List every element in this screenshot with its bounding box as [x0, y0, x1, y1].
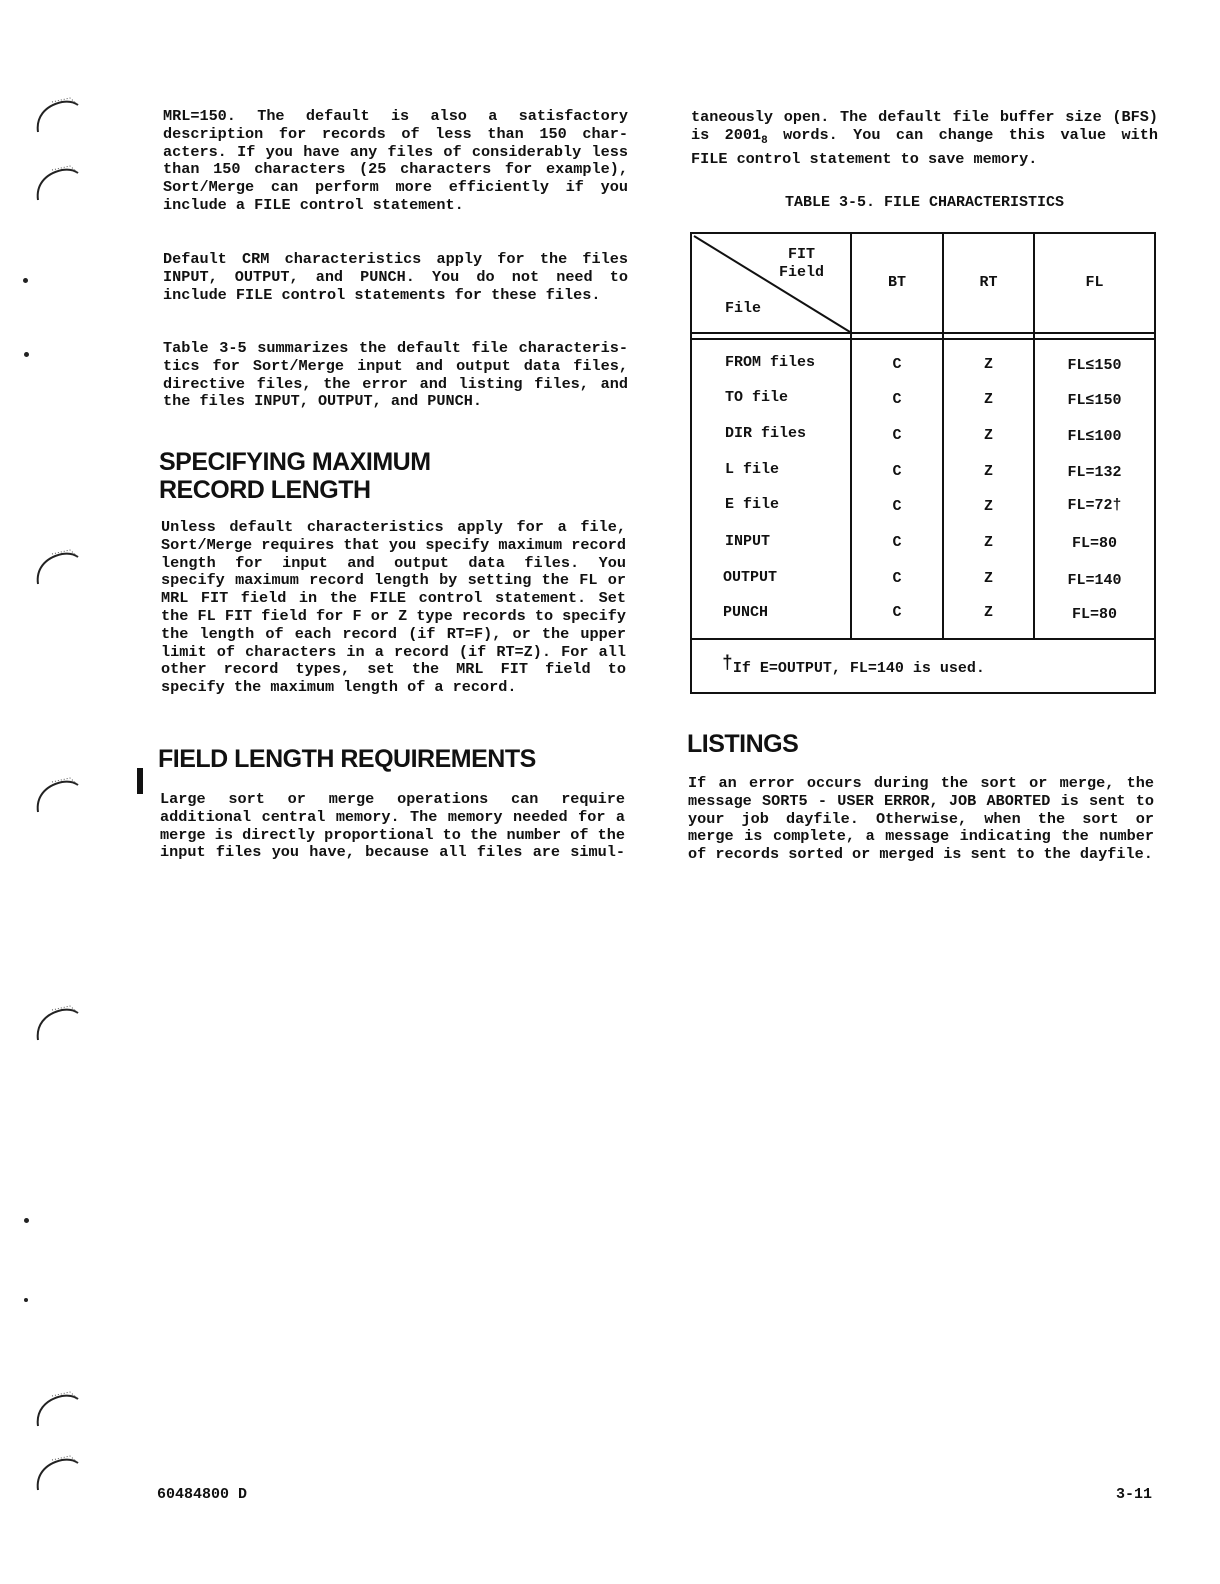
text-line: INPUT, OUTPUT, and PUNCH. You do not need to	[163, 267, 628, 286]
text-fragment: words. You can change this value with	[767, 125, 1158, 144]
text-line: include FILE control statements for these files.	[163, 285, 601, 304]
footnote-text: If E=OUTPUT, FL=140 is used.	[732, 660, 985, 677]
scan-speck	[24, 1218, 29, 1223]
rt-cell: Z	[983, 570, 993, 587]
column-header-rt: RT	[979, 274, 998, 291]
text-line: Sort/Merge requires that you specify maximum record	[161, 535, 626, 554]
section-heading-field-length	[158, 745, 536, 773]
text-line: include a FILE control statement.	[163, 195, 464, 214]
rt-cell: Z	[983, 356, 993, 373]
text-line: directive files, the error and listing files, and	[163, 374, 628, 393]
table-rule	[692, 338, 1154, 340]
text-line: other record types, set the MRL FIT field to	[161, 660, 626, 679]
bt-cell: C	[892, 604, 902, 621]
file-cell: PUNCH	[723, 604, 769, 621]
text-line: than 150 characters (25 characters for example),	[163, 160, 628, 179]
heading-line: LISTINGS	[687, 730, 799, 758]
text-line: merge is complete, a message indicating the number	[688, 827, 1154, 846]
text-line: MRL FIT field in the FILE control statement. Set	[161, 589, 626, 608]
field-length-paragraph	[160, 791, 625, 862]
file-cell: E file	[725, 496, 780, 513]
bt-cell: C	[892, 498, 902, 515]
fl-cell: FL≤150	[1067, 392, 1122, 409]
text-line	[691, 127, 1158, 151]
text-line: MRL=150. The default is also a satisfactory	[163, 107, 628, 125]
table-title: TABLE 3-5. FILE CHARACTERISTICS	[785, 194, 1065, 211]
dagger-mark: †	[722, 654, 733, 674]
max-record-paragraph	[161, 519, 626, 697]
fl-cell: FL≤150	[1067, 357, 1122, 374]
text-line: input files you have, because all files are simul-	[160, 843, 625, 862]
column-header-bt: BT	[887, 274, 906, 291]
binder-punch-icon	[32, 772, 80, 820]
file-cell: INPUT	[725, 533, 771, 550]
binder-punch-icon	[32, 1386, 80, 1434]
table-rule	[692, 638, 1154, 640]
bt-cell: C	[892, 570, 902, 587]
section-heading-listings	[687, 730, 798, 758]
rt-cell: Z	[983, 534, 993, 551]
text-fragment: is 2001	[691, 125, 762, 144]
file-cell: L file	[725, 461, 780, 478]
corner-label-field: Field	[779, 264, 825, 281]
file-characteristics-table	[690, 232, 1156, 694]
fl-cell: FL=132	[1067, 464, 1122, 481]
bt-cell: C	[892, 463, 902, 480]
fl-cell: FL=140	[1067, 572, 1122, 589]
text-line: FILE control statement to save memory.	[691, 149, 1038, 168]
text-line: Sort/Merge can perform more efficiently if you	[163, 178, 628, 197]
fl-cell: FL=80	[1071, 535, 1117, 552]
page-number: 3-11	[1116, 1486, 1153, 1503]
text-line: your job dayfile. Otherwise, when the sort or	[688, 809, 1154, 828]
document-number: 60484800 D	[157, 1486, 248, 1503]
text-line: If an error occurs during the sort or merge, the	[688, 774, 1154, 792]
scan-speck	[24, 1298, 28, 1302]
table-ref-paragraph	[163, 340, 628, 411]
rt-cell: Z	[983, 391, 993, 408]
text-line: the length of each record (if RT=F), or the upper	[161, 624, 626, 643]
text-line: the files INPUT, OUTPUT, and PUNCH.	[163, 392, 482, 411]
crm-paragraph	[163, 251, 628, 304]
text-line: additional central memory. The memory needed for a	[160, 807, 625, 826]
heading-line: RECORD LENGTH	[159, 476, 371, 504]
text-line: taneously open. The default file buffer size (BFS)	[691, 108, 1158, 126]
text-line: the FL FIT field for F or Z type records to specify	[161, 606, 626, 625]
section-heading-max-record-length	[159, 448, 431, 504]
octal-subscript: 8	[761, 134, 768, 147]
scan-speck	[23, 278, 28, 283]
column-header-fl: FL	[1085, 274, 1104, 291]
text-line: Unless default characteristics apply for a file,	[161, 518, 626, 536]
heading-line: FIELD LENGTH REQUIREMENTS	[158, 745, 536, 773]
text-line: Default CRM characteristics apply for the files	[163, 250, 628, 268]
text-line: specify the maximum length of a record.	[161, 678, 517, 697]
text-line: Large sort or merge operations can require	[160, 790, 625, 808]
file-cell: OUTPUT	[723, 569, 778, 586]
file-cell: TO file	[725, 389, 789, 406]
change-bar	[137, 768, 143, 794]
file-cell: DIR files	[725, 425, 807, 442]
rt-cell: Z	[983, 604, 993, 621]
text-line: acters. If you have any files of considerably less	[163, 142, 628, 161]
corner-label-file: File	[725, 300, 762, 317]
binder-punch-icon	[32, 544, 80, 592]
text-line: limit of characters in a record (if RT=Z). For all	[161, 642, 626, 661]
bt-cell: C	[892, 534, 902, 551]
text-line: tics for Sort/Merge input and output data files,	[163, 356, 628, 375]
text-line: description for records of less than 150 char-	[163, 124, 628, 143]
text-line: length for input and output data files. You	[161, 553, 626, 572]
fl-cell: FL≤100	[1067, 428, 1122, 445]
binder-punch-icon	[32, 92, 80, 140]
scan-speck	[24, 352, 29, 357]
heading-line: SPECIFYING MAXIMUM	[159, 448, 431, 476]
rt-cell: Z	[983, 498, 993, 515]
fl-cell: FL=72†	[1067, 497, 1122, 514]
corner-diagonal	[692, 234, 852, 334]
binder-punch-icon	[32, 160, 80, 208]
text-line: merge is directly proportional to the number of the	[160, 825, 625, 844]
table-footnote	[722, 654, 985, 677]
text-line: message SORT5 - USER ERROR, JOB ABORTED is sent to	[688, 791, 1154, 810]
text-line: Table 3-5 summarizes the default file characteris-	[163, 339, 628, 357]
rt-cell: Z	[983, 463, 993, 480]
binder-punch-icon	[32, 1000, 80, 1048]
bt-cell: C	[892, 356, 902, 373]
corner-label-fit: FIT	[788, 246, 816, 263]
fl-cell: FL=80	[1071, 606, 1117, 623]
bt-cell: C	[892, 427, 902, 444]
rt-cell: Z	[983, 427, 993, 444]
text-line: specify maximum record length by setting the FL or	[161, 571, 626, 590]
listings-paragraph	[688, 775, 1154, 864]
intro-paragraph	[163, 108, 628, 215]
bt-cell: C	[892, 391, 902, 408]
file-cell: FROM files	[725, 354, 816, 371]
buffer-paragraph	[691, 109, 1158, 168]
binder-punch-icon	[32, 1450, 80, 1498]
text-line: of records sorted or merged is sent to the dayfile.	[688, 845, 1153, 864]
